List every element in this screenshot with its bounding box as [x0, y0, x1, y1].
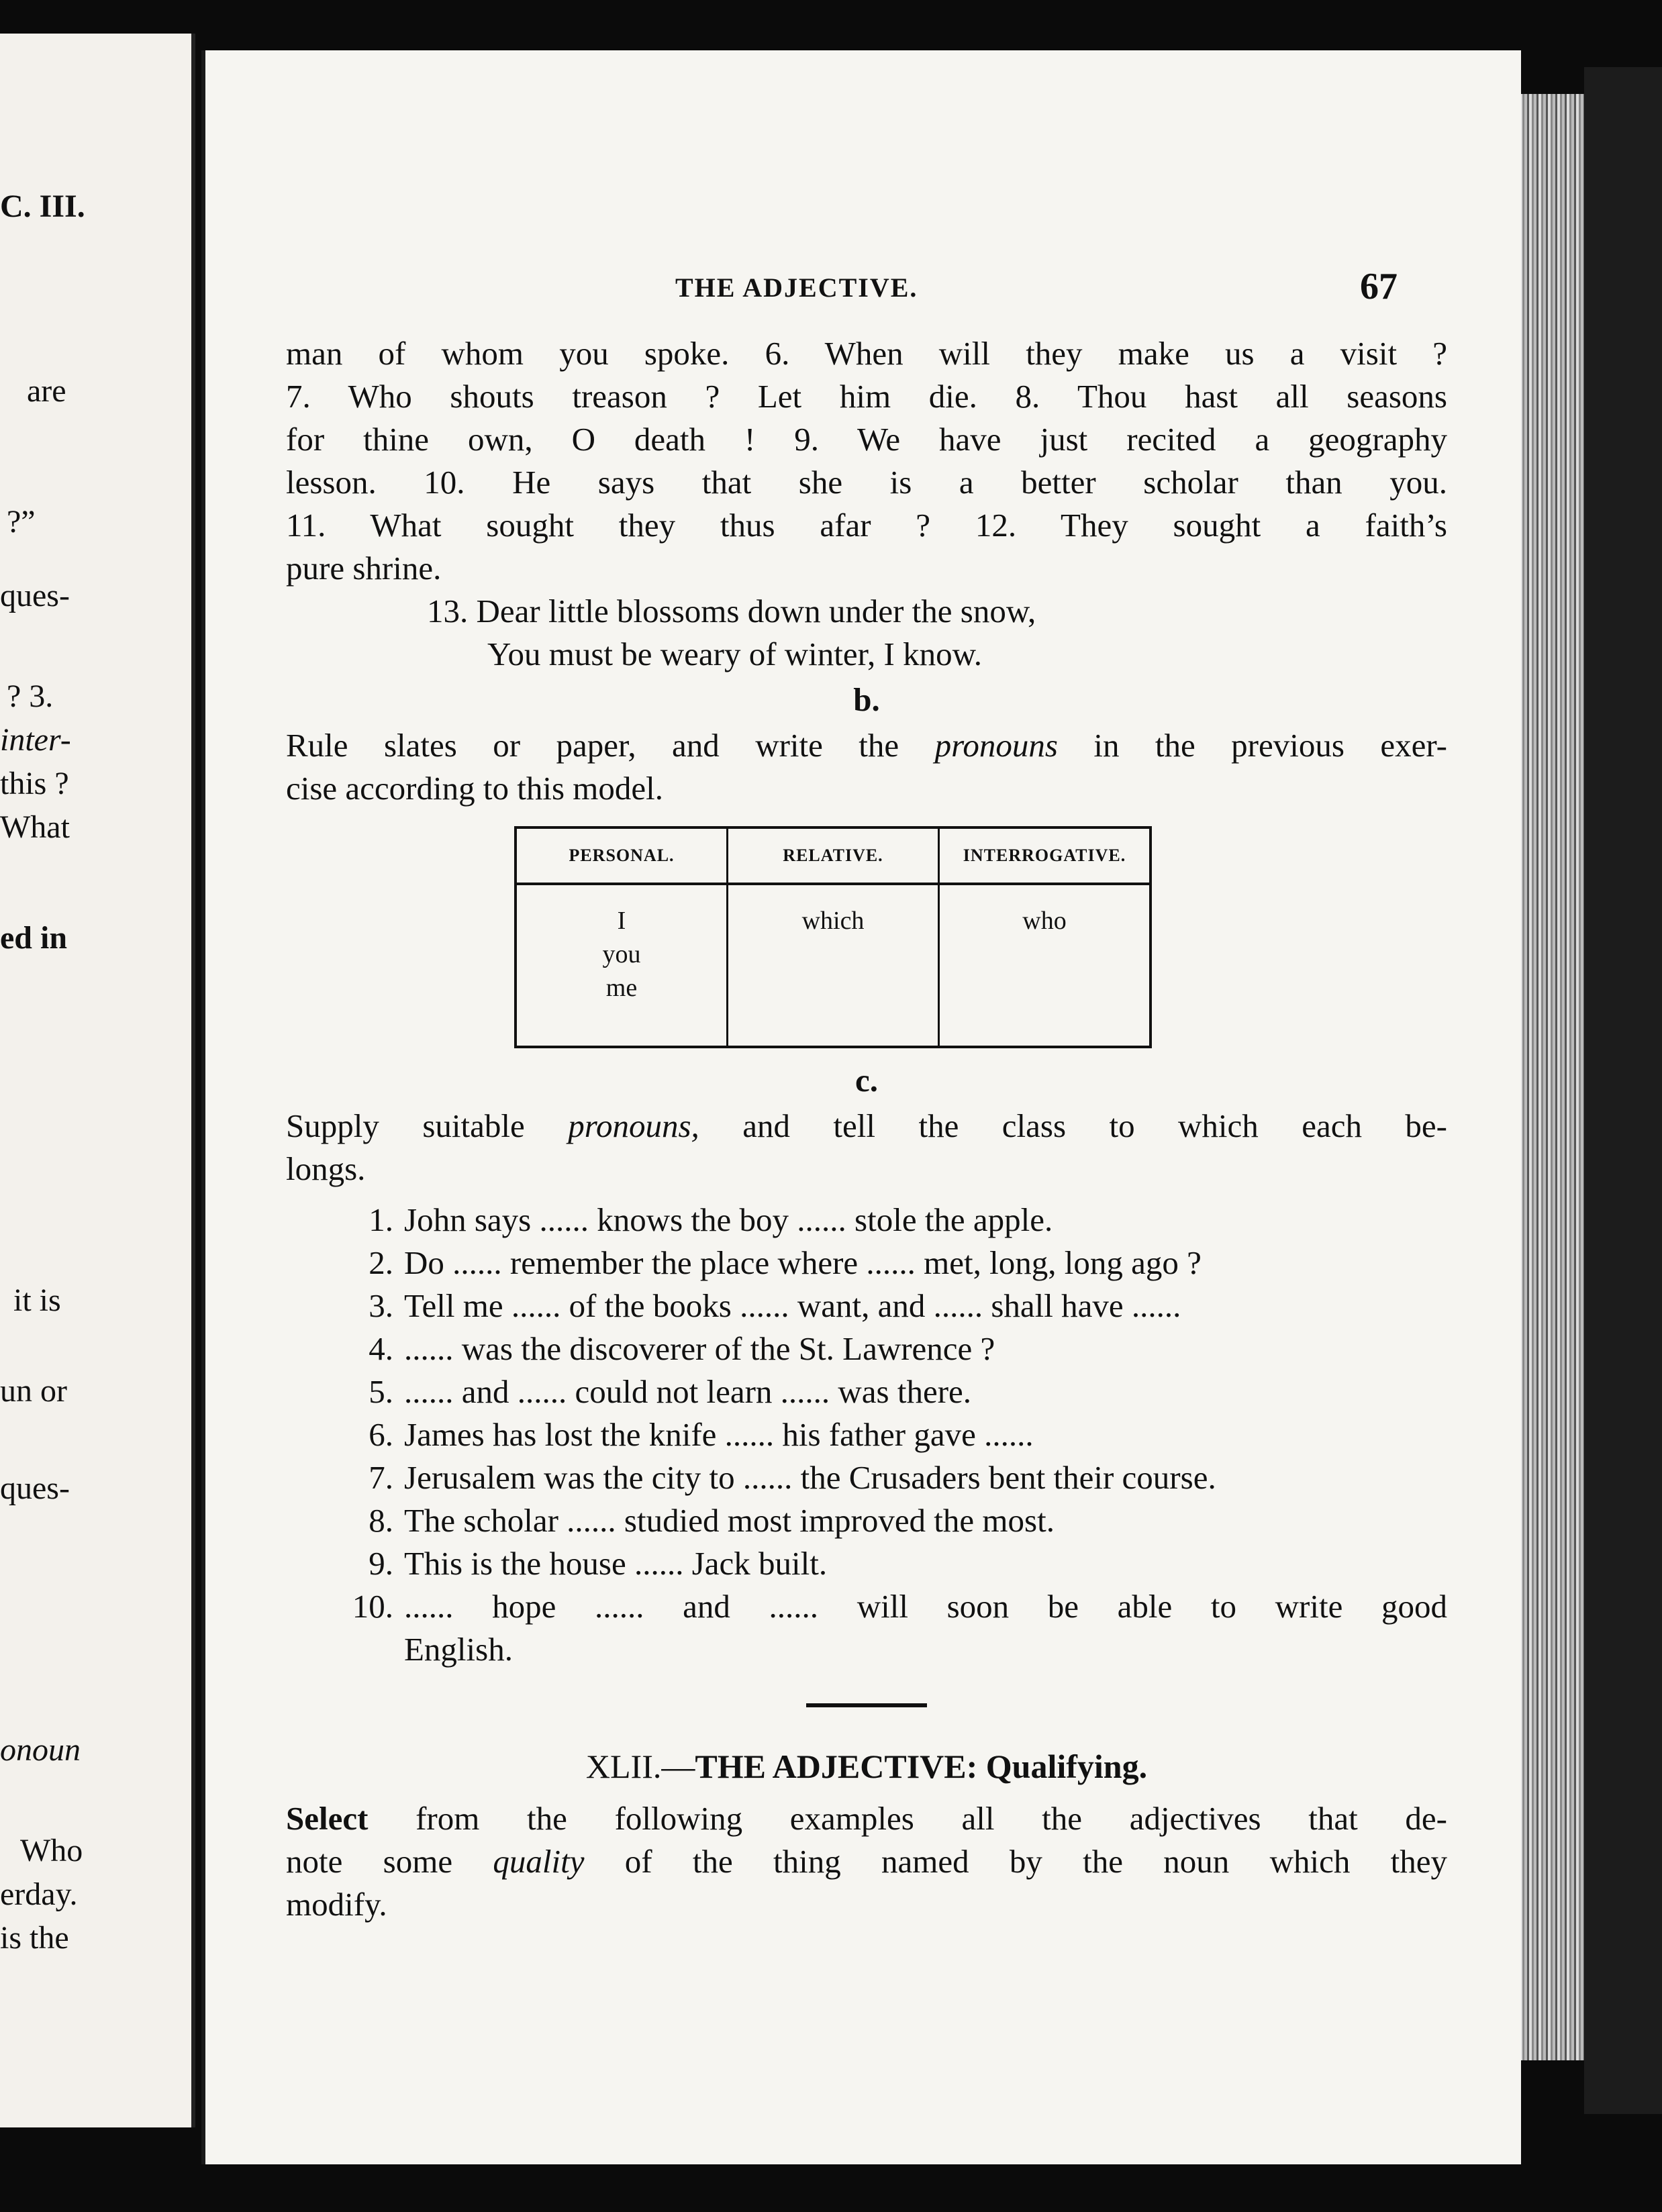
table-cell-personal: [516, 884, 728, 1047]
section-c-instruction: [286, 1105, 1447, 1191]
left-fragment: are: [27, 373, 66, 409]
left-fragment: is the: [0, 1920, 69, 1956]
table-header-personal: PERSONAL.: [516, 827, 728, 884]
item-number: 1.: [369, 1201, 393, 1238]
instruction-text: in the previous exer-: [1057, 727, 1447, 764]
list-item: [286, 1370, 1447, 1413]
left-fragment: onoun: [0, 1732, 81, 1768]
list-item: [286, 1327, 1447, 1370]
item-number: 4.: [369, 1330, 393, 1367]
intro-line: [286, 1840, 1447, 1883]
item-number: 3.: [369, 1287, 393, 1324]
item-number: 5.: [369, 1373, 393, 1410]
table-cell-interrogative: [939, 884, 1151, 1047]
item-text: John says ...... knows the boy ...... stole the apple.: [404, 1201, 1053, 1238]
table-cell-relative: [728, 884, 939, 1047]
book-edge-shadow: [1584, 67, 1662, 2114]
instruction-emphasis: pronouns: [934, 727, 1058, 764]
item-text: Jerusalem was the city to ...... the Crusaders bent their course.: [404, 1459, 1216, 1496]
item-number: 7.: [369, 1459, 393, 1496]
item-continuation: English.: [404, 1631, 513, 1668]
item-text: ...... hope ...... and ...... will soon be able to write good: [404, 1588, 1447, 1625]
item-text: This is the house ...... Jack built.: [404, 1545, 828, 1582]
lesson-subtitle: : Qualifying.: [966, 1748, 1148, 1785]
left-fragment: ?”: [7, 504, 36, 540]
text-line: pure shrine.: [286, 550, 442, 587]
page-number: 67: [1360, 266, 1398, 307]
text-line: 7. Who shouts treason ? Let him die. 8. Thou hast all seasons: [286, 378, 1447, 415]
item-number: 8.: [369, 1502, 393, 1539]
intro-bold-word: Select: [286, 1800, 369, 1837]
pronoun-model-table: [514, 826, 1152, 1048]
list-item: [286, 1413, 1447, 1456]
item-text: Tell me ...... of the books ...... want, and ...... shall have ......: [404, 1287, 1181, 1324]
left-fragment: ed in: [0, 920, 68, 956]
section-b-instruction: [286, 724, 1447, 810]
instruction-text: Supply suitable: [286, 1107, 569, 1144]
text-line: lesson. 10. He says that she is a better scholar than you.: [286, 464, 1447, 501]
instruction-line: cise according to this model.: [286, 770, 663, 807]
relative-pronoun: which: [801, 907, 865, 935]
left-fragment: Who: [20, 1833, 83, 1868]
exercise-a-text: [286, 332, 1447, 676]
section-c-label: c.: [855, 1062, 878, 1099]
left-fragment: it is: [13, 1283, 61, 1318]
section-divider: [806, 1703, 927, 1707]
intro-text: from the following examples all the adjectives that de-: [368, 1800, 1447, 1837]
instruction-line: [286, 724, 1447, 767]
left-fragment: ques-: [0, 1470, 70, 1506]
item-text: The scholar ...... studied most improved the most.: [404, 1502, 1055, 1539]
instruction-line: longs.: [286, 1150, 366, 1187]
personal-pronoun: you: [602, 940, 641, 968]
left-facing-page: [0, 34, 195, 2127]
intro-text: of the thing named by the noun which they: [584, 1843, 1447, 1880]
intro-line: [286, 1797, 1447, 1840]
instruction-text: Rule slates or paper, and write the: [286, 727, 935, 764]
item-number: 10.: [352, 1588, 393, 1625]
list-item: [286, 1499, 1447, 1542]
left-fragment: erday.: [0, 1876, 78, 1912]
left-fragment: inter-: [0, 722, 71, 758]
item-text: ...... was the discoverer of the St. Lawrence ?: [404, 1330, 995, 1367]
text-line: man of whom you spoke. 6. When will they make us a visit ?: [286, 335, 1447, 372]
intro-emphasis: quality: [493, 1843, 585, 1880]
text-line: for thine own, O death ! 9. We have just recited a geography: [286, 421, 1447, 458]
intro-text: note some: [286, 1843, 493, 1880]
left-fragment: ? 3.: [7, 678, 54, 714]
list-item: [286, 1542, 1447, 1585]
page-edges: [1510, 94, 1584, 2060]
poem-line: 13. Dear little blossoms down under the snow,: [427, 593, 1036, 630]
list-item: [286, 1585, 1447, 1628]
table-header-relative: RELATIVE.: [728, 827, 939, 884]
list-item: [286, 1456, 1447, 1499]
item-number: 9.: [369, 1545, 393, 1582]
item-text: James has lost the knife ...... his father gave ......: [404, 1416, 1034, 1453]
text-line: 11. What sought they thus afar ? 12. They sought a faith’s: [286, 507, 1447, 544]
left-fragment: What: [0, 809, 70, 845]
section-b-label: b.: [853, 681, 880, 718]
instruction-emphasis: pronouns,: [568, 1107, 699, 1144]
list-item: [286, 1285, 1447, 1327]
page-body: [286, 332, 1447, 1926]
item-text: Do ...... remember the place where ...... met, long, long ago ?: [404, 1244, 1202, 1281]
left-fragment: un or: [0, 1373, 67, 1409]
main-page: [201, 50, 1521, 2164]
exercise-c-list: [286, 1199, 1447, 1671]
lesson-heading: [286, 1745, 1447, 1788]
list-item: [286, 1242, 1447, 1285]
instruction-line: [286, 1105, 1447, 1148]
lesson-intro: [286, 1797, 1447, 1926]
table-row: [516, 884, 1151, 1047]
left-fragment: this ?: [0, 766, 69, 801]
personal-pronoun: me: [605, 974, 638, 1002]
personal-pronoun: I: [617, 907, 626, 935]
table-header-row: [516, 827, 1151, 884]
intro-line: modify.: [286, 1886, 387, 1923]
list-item: [286, 1199, 1447, 1242]
left-fragment: ques-: [0, 578, 70, 613]
lesson-title: THE ADJECTIVE: [695, 1748, 967, 1785]
running-head: THE ADJECTIVE.: [675, 272, 918, 303]
lesson-number: XLII.—: [585, 1748, 695, 1785]
interrogative-pronoun: who: [1022, 907, 1067, 935]
instruction-text: and tell the class to which each be-: [699, 1107, 1448, 1144]
item-text: ...... and ...... could not learn ...... was there.: [404, 1373, 972, 1410]
poem-line: You must be weary of winter, I know.: [487, 636, 983, 672]
item-number: 2.: [369, 1244, 393, 1281]
left-fragment: C. III.: [0, 189, 85, 224]
table-header-interrogative: INTERROGATIVE.: [939, 827, 1151, 884]
item-number: 6.: [369, 1416, 393, 1453]
